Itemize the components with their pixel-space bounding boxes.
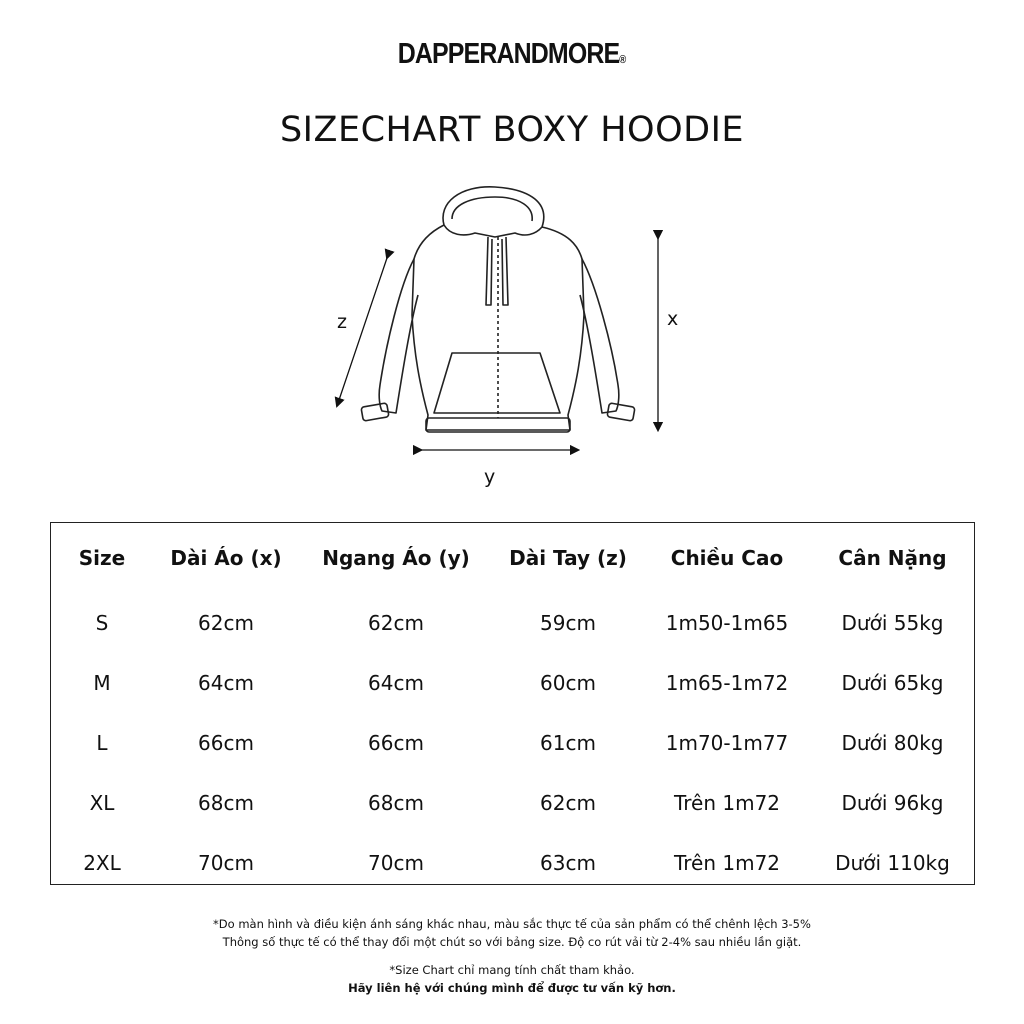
table-row	[51, 713, 974, 773]
cell-body-length: 62cm	[198, 611, 254, 635]
header-sleeve-length: Dài Tay (z)	[509, 546, 627, 570]
cell-weight: Dưới 80kg	[841, 731, 944, 755]
cell-sleeve-length: 59cm	[540, 611, 596, 635]
hoodie-illustration	[320, 175, 710, 495]
brand-name: DAPPERANDMORE	[397, 38, 620, 70]
cell-height: 1m50-1m65	[665, 611, 789, 635]
cell-body-length: 64cm	[198, 671, 254, 695]
note-reference-only: *Size Chart chỉ mang tính chất tham khảo.	[389, 963, 635, 977]
hoodie-outline	[361, 187, 635, 432]
page-title: SIZECHART BOXY HOODIE	[279, 110, 745, 150]
cell-body-length: 70cm	[198, 851, 254, 875]
dimension-label-x: x	[667, 308, 679, 330]
cell-body-width: 70cm	[368, 851, 424, 875]
header-size: Size	[78, 546, 126, 570]
cell-body-length: 68cm	[198, 791, 254, 815]
header-body-width: Ngang Áo (y)	[322, 546, 470, 570]
size-table-container	[50, 522, 975, 885]
cell-sleeve-length: 61cm	[540, 731, 596, 755]
cell-size: 2XL	[83, 851, 121, 875]
cell-sleeve-length: 62cm	[540, 791, 596, 815]
table-row	[51, 833, 974, 893]
cell-weight: Dưới 65kg	[841, 671, 944, 695]
dimension-label-y: y	[484, 466, 496, 488]
cell-body-width: 66cm	[368, 731, 424, 755]
cell-size: XL	[89, 791, 115, 815]
cell-size: L	[96, 731, 108, 755]
registered-mark: ®	[619, 54, 627, 66]
note-color-variance: *Do màn hình và điều kiện ánh sáng khác nhau, màu sắc thực tế của sản phẩm có thể chênh lệch 3-5%	[213, 917, 811, 931]
cell-weight: Dưới 110kg	[835, 851, 950, 875]
cell-body-length: 66cm	[198, 731, 254, 755]
cell-sleeve-length: 63cm	[540, 851, 596, 875]
cell-height: 1m65-1m72	[665, 671, 789, 695]
header-height: Chiều Cao	[670, 546, 784, 570]
header-weight: Cân Nặng	[838, 546, 947, 570]
cell-sleeve-length: 60cm	[540, 671, 596, 695]
cell-body-width: 62cm	[368, 611, 424, 635]
table-row	[51, 593, 974, 653]
cell-height: 1m70-1m77	[665, 731, 789, 755]
dimension-label-z: z	[337, 311, 347, 333]
brand-logo	[72, 38, 953, 71]
size-table	[51, 523, 974, 893]
cell-size: M	[93, 671, 111, 695]
cell-weight: Dưới 55kg	[841, 611, 944, 635]
table-row	[51, 773, 974, 833]
cell-height: Trên 1m72	[673, 851, 781, 875]
cell-weight: Dưới 96kg	[841, 791, 944, 815]
hoodie-diagram	[320, 175, 710, 495]
cell-height: Trên 1m72	[673, 791, 781, 815]
table-row	[51, 653, 974, 713]
note-shrinkage: Thông số thực tế có thể thay đổi một chút so với bảng size. Độ co rút vải từ 2-4% sau nhiều lần giặt.	[222, 935, 802, 949]
cell-body-width: 68cm	[368, 791, 424, 815]
note-contact: Hãy liên hệ với chúng mình để được tư vấn kỹ hơn.	[348, 981, 676, 995]
header-body-length: Dài Áo (x)	[170, 546, 282, 570]
disclaimer-notes	[0, 915, 1024, 997]
cell-body-width: 64cm	[368, 671, 424, 695]
table-header-row	[51, 523, 974, 593]
cell-size: S	[95, 611, 109, 635]
